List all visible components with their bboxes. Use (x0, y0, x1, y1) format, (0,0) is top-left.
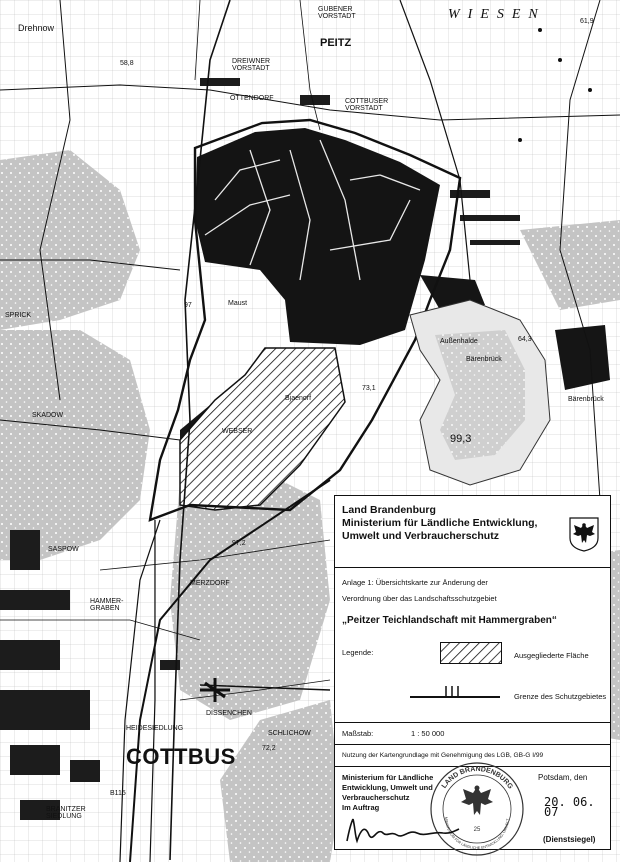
label-baerenbrueck-1: Bärenbrück (466, 356, 502, 363)
sign-line-3: Verbraucherschutz (342, 793, 410, 802)
label-route-97: 97 (184, 302, 192, 309)
label-schlichow: SCHLICHOW (268, 730, 311, 737)
scale-row (335, 723, 610, 745)
label-cottbus: COTTBUS (126, 744, 236, 769)
hatched-swatch (440, 642, 502, 664)
map-title: „Peitzer Teichlandschaft mit Hammergraben“ (342, 615, 557, 626)
state-name: Land Brandenburg (342, 504, 436, 516)
label-cottbuser-vorstadt: COTTBUSER VORSTADT (345, 98, 389, 112)
seal-text-outer: LAND BRANDENBURG (440, 765, 514, 791)
label-b115: B115 (110, 790, 126, 797)
label-aussenhalde: Außenhalde (440, 338, 478, 345)
label-branitzer-siedlung: BRANITZER SIEDLUNG (46, 806, 86, 820)
sign-line-1: Ministerium für Ländliche (342, 773, 434, 782)
seal-number: 25 (473, 827, 481, 833)
legend-panel (334, 495, 611, 850)
boundary-label: Grenze des Schutzgebietes (514, 692, 607, 701)
label-maust: Maust (228, 300, 248, 307)
sign-line-4: Im Auftrag (342, 803, 380, 812)
label-drehnow: Drehnow (18, 23, 55, 33)
handwritten-signature (343, 813, 463, 849)
label-peitz: PEITZ (320, 37, 352, 49)
label-elev-61-9: 61,9 (580, 18, 594, 25)
seal-label: (Dienstsiegel) (543, 835, 596, 844)
label-elev-72-2: 72,2 (262, 745, 276, 752)
label-wiesen: WIESEN (448, 7, 546, 22)
label-elev-99-3: 99,3 (450, 433, 472, 445)
label-bjaenorf: Bjaenorf (285, 395, 312, 402)
date-value: 20. 06. 07 (544, 795, 595, 819)
label-gubener-vorstadt: GUBENER VORSTADT (318, 6, 356, 20)
label-merzdorf: MERZDORF (190, 580, 230, 587)
legend-label: Legende: (342, 648, 374, 657)
label-sprick: SPRICK (5, 312, 32, 319)
label-saspow: SASPOW (48, 546, 79, 553)
annex-line-2: Verordnung über das Landschaftsschutzgebiet (342, 594, 497, 603)
boundary-symbol (410, 683, 500, 701)
scale-value: 1 : 50 000 (411, 729, 445, 738)
label-hammergraben: HAMMER- GRABEN (90, 598, 124, 612)
seal-text-inner: MINISTERIUM FÜR LÄNDLICHE ENTWICKLUNG, UMWELT (443, 816, 510, 851)
legend-header (335, 496, 610, 568)
place-date-label: Potsdam, den (538, 773, 588, 782)
usage-note: Nutzung der Kartengrundlage mit Genehmigung des LGB, GB-G I/99 (342, 752, 544, 759)
signature-section (335, 767, 610, 851)
hatched-label: Ausgegliederte Fläche (514, 651, 589, 660)
scale-label: Maßstab: (342, 729, 374, 738)
label-ottendorf: OTTENDORF (230, 95, 274, 102)
legend-body (335, 568, 610, 723)
label-elev-58-8: 58,8 (120, 60, 134, 67)
annex-line-1: Anlage 1: Übersichtskarte zur Änderung der (342, 578, 488, 587)
brandenburg-eagle-icon (568, 516, 600, 552)
label-elev-64-3: 64,3 (518, 336, 532, 343)
label-webser: WEBSER (222, 428, 253, 435)
label-skadow: SKADOW (32, 412, 64, 419)
label-dreiwner-vorstadt: DREIWNER VORSTADT (232, 58, 271, 72)
label-baerenbrueck-2: Bärenbrück (568, 396, 604, 403)
ministry-line-2: Umwelt und Verbraucherschutz (342, 530, 499, 542)
label-dissenchen: DISSENCHEN (206, 710, 252, 717)
sign-line-2: Entwicklung, Umwelt und (342, 783, 433, 792)
ministry-line-1: Ministerium für Ländliche Entwicklung, (342, 517, 538, 529)
label-elev-73-1: 73,1 (362, 385, 376, 392)
label-heidesiedlung: HEIDESIEDLUNG (126, 725, 184, 732)
label-elev-97-2: 97,2 (232, 540, 246, 547)
